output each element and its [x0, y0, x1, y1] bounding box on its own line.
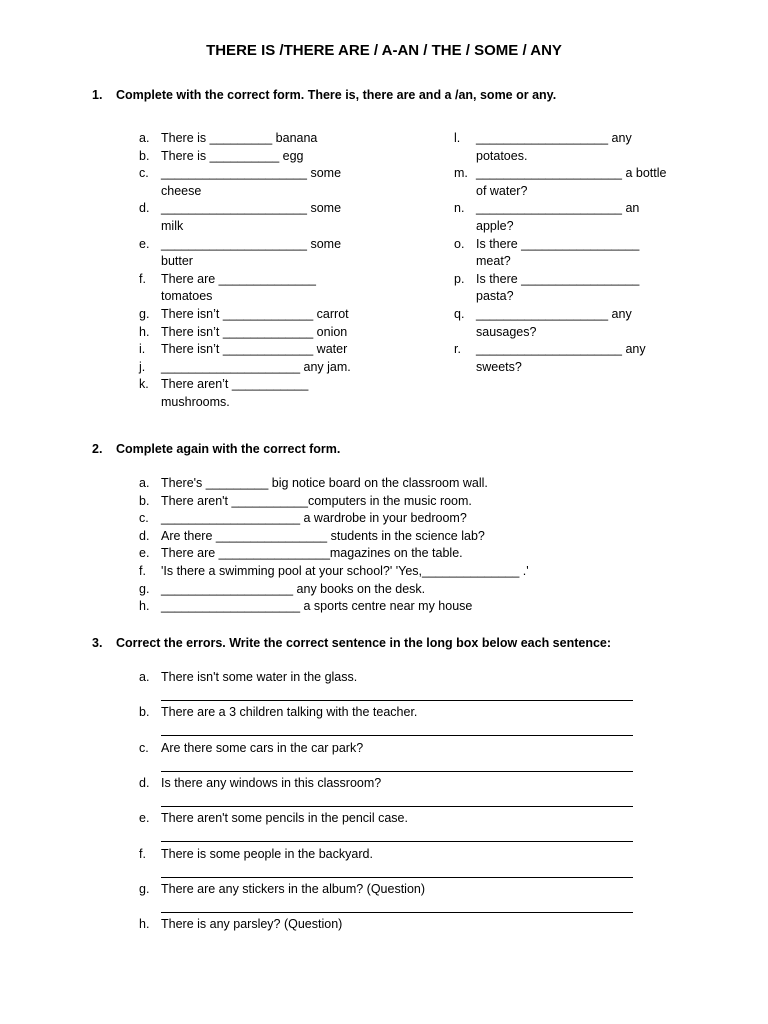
section-1-left-item-f-letter: f. [139, 271, 146, 286]
section-2-item-h-letter: h. [139, 599, 150, 614]
section-2-item-a-text: There's _________ big notice board on the classroom wall. [161, 476, 488, 490]
section-3-item-a-text: There isn't some water in the glass. [161, 670, 358, 684]
answer-line[interactable] [161, 770, 633, 772]
section-1-left-item-e-cont-text: butter [161, 254, 193, 269]
answer-line[interactable] [161, 805, 633, 807]
section-1-left-item-a-letter: a. [139, 131, 150, 145]
section-1-left-item-g-letter: g. [139, 307, 150, 321]
section-3-item-f-letter: f. [139, 846, 146, 861]
section-1-left-item-b-text: There is __________ egg [161, 148, 304, 163]
answer-line[interactable] [161, 699, 633, 701]
section-2-item-f-letter: f. [139, 564, 146, 578]
section-1-right-item-o-letter: o. [454, 236, 465, 251]
section-2-item-b-letter: b. [139, 493, 150, 508]
section-1-right-item-n-letter: n. [454, 201, 465, 216]
section-1-left-item-f-cont-text: tomatoes [161, 289, 213, 304]
section-1-right-item-n-text: _____________________ an [476, 201, 640, 216]
section-2-item-c-letter: c. [139, 511, 149, 526]
section-1-right-item-p-letter: p. [454, 271, 465, 286]
section-3-item-c-letter: c. [139, 740, 149, 755]
section-1-left-item-e-letter: e. [139, 236, 150, 251]
section-2-item-e-letter: e. [139, 546, 150, 561]
section-1-left-item-h-letter: h. [139, 324, 150, 339]
section-3-item-b-text: There are a 3 children talking with the teacher. [161, 705, 418, 720]
section-1-left-item-i-letter: i. [139, 342, 146, 357]
section-3-item-d-text: Is there any windows in this classroom? [161, 775, 382, 790]
section-3-item-h-letter: h. [139, 917, 150, 932]
section-3-number: 3. [92, 636, 103, 650]
section-1-right-item-q-cont-text: sausages? [476, 324, 537, 339]
section-3-item-e-letter: e. [139, 811, 150, 826]
section-1-right-item-m-cont-text: of water? [476, 183, 528, 198]
section-1-left-item-d-letter: d. [139, 201, 150, 216]
section-2-item-h-text: ____________________ a sports centre near my house [161, 599, 473, 614]
section-1-left-item-e-text: _____________________ some [161, 236, 342, 251]
section-1-right-item-l-text: ___________________ any [476, 131, 632, 145]
section-1-left-item-c-text: _____________________ some [161, 166, 342, 181]
section-3-heading [92, 636, 611, 650]
section-1-right-item-q-text: ___________________ any [476, 307, 632, 321]
section-1-right-item-o-text: Is there _________________ [476, 236, 640, 251]
section-1-right-item-m-text: _____________________ a bottle [476, 166, 667, 181]
page-title: THERE IS /THERE ARE / A-AN / THE / SOME / ANY [206, 42, 562, 59]
section-1-right-item-p-text: Is there _________________ [476, 271, 640, 286]
section-3-instruction: Correct the errors. Write the correct sentence in the long box below each sentence: [116, 636, 612, 650]
section-1-left-item-d-text: _____________________ some [161, 201, 342, 216]
answer-line[interactable] [161, 840, 633, 842]
answer-line[interactable] [161, 876, 633, 878]
section-1-right-item-o-cont-text: meat? [476, 254, 511, 269]
section-2-item-f-text: 'Is there a swimming pool at your school?' 'Yes,______________ .' [161, 564, 529, 578]
section-1-instruction: Complete with the correct form. There is, there are and a /an, some or any. [116, 88, 557, 102]
section-1-right-item-l-letter: l. [454, 131, 461, 145]
section-2-item-g-letter: g. [139, 581, 150, 596]
section-2-instruction: Complete again with the correct form. [116, 442, 341, 456]
section-1-heading [92, 88, 556, 102]
section-1-left-item-k-cont-text: mushrooms. [161, 395, 230, 409]
section-1-right-item-m-letter: m. [454, 166, 468, 181]
section-1-left-item-c-cont-text: cheese [161, 183, 202, 198]
section-2-heading [92, 442, 340, 456]
section-1-left-item-k-text: There aren’t ___________ [161, 377, 309, 392]
section-1-left-item-h-text: There isn’t _____________ onion [161, 324, 348, 339]
section-1-left-item-k-letter: k. [139, 377, 149, 392]
section-1-right-item-r-text: _____________________ any [476, 342, 646, 357]
section-2-item-c-text: ____________________ a wardrobe in your bedroom? [161, 511, 467, 526]
section-1-left-item-a-text: There is _________ banana [161, 131, 318, 145]
section-1-right-item-q-letter: q. [454, 307, 465, 321]
section-1-right-item-r-cont-text: sweets? [476, 359, 522, 374]
section-3-item-g-letter: g. [139, 881, 150, 896]
section-3-item-e-text: There aren't some pencils in the pencil case. [161, 811, 408, 826]
section-3-item-d-letter: d. [139, 775, 150, 790]
section-1-left-item-j-text: ____________________ any jam. [161, 359, 351, 374]
section-1-left-item-j-letter: j. [139, 359, 146, 374]
section-1-right-item-l-cont-text: potatoes. [476, 148, 528, 163]
section-3-item-b-letter: b. [139, 705, 150, 720]
section-2-item-g-text: ___________________ any books on the desk. [161, 581, 426, 596]
section-2-item-d-text: Are there ________________ students in the science lab? [161, 528, 485, 543]
section-2-item-d-letter: d. [139, 528, 150, 543]
section-1-left-item-g-text: There isn’t _____________ carrot [161, 307, 349, 321]
section-3-item-f-text: There is some people in the backyard. [161, 846, 373, 861]
section-3-item-g-text: There are any stickers in the album? (Question) [161, 881, 426, 896]
section-2-number: 2. [92, 442, 103, 456]
section-1-right-item-r-letter: r. [454, 342, 461, 357]
section-3-item-a-letter: a. [139, 670, 150, 684]
section-1-left-item-c-letter: c. [139, 166, 149, 181]
section-2-item-b-text: There aren't ___________computers in the music room. [161, 493, 472, 508]
section-2-item-a-letter: a. [139, 476, 150, 490]
answer-line[interactable] [161, 734, 633, 736]
section-1-left-item-i-text: There isn’t _____________ water [161, 342, 348, 357]
section-3-item-c-text: Are there some cars in the car park? [161, 740, 364, 755]
section-1-number: 1. [92, 88, 103, 102]
section-2-item-e-text: There are ________________magazines on the table. [161, 546, 463, 561]
section-1-left-item-f-text: There are ______________ [161, 271, 316, 286]
section-1-right-item-p-cont-text: pasta? [476, 289, 514, 304]
section-1-right-item-n-cont-text: apple? [476, 219, 514, 233]
section-3-item-h-text: There is any parsley? (Question) [161, 917, 343, 932]
section-1-left-item-d-cont-text: milk [161, 219, 184, 233]
answer-line[interactable] [161, 911, 633, 913]
section-1-left-item-b-letter: b. [139, 148, 150, 163]
